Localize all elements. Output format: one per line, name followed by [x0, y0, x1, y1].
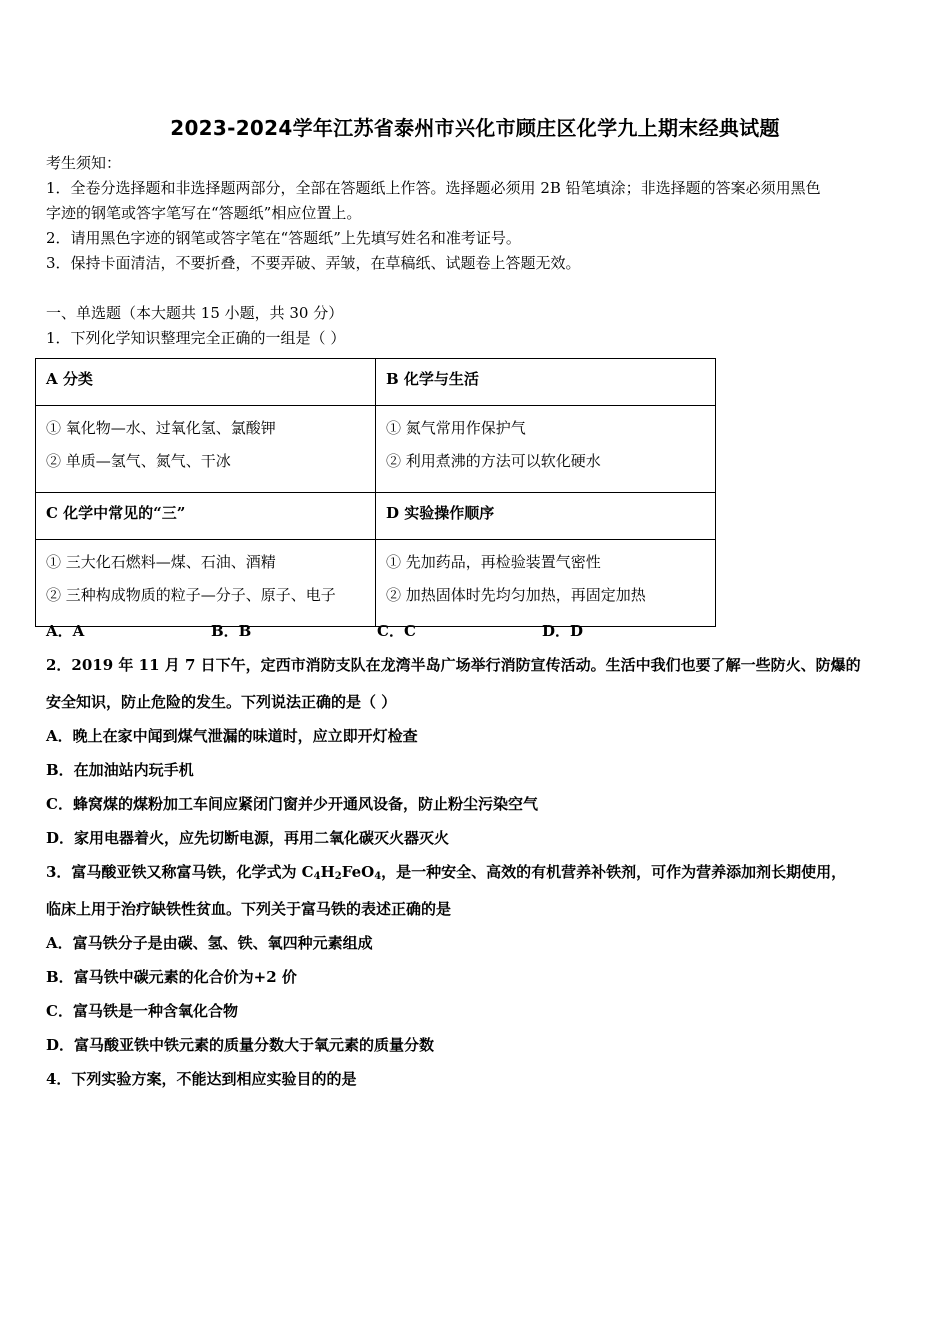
q3-option-b[interactable]: B．富马铁中碳元素的化合价为+2 价	[46, 968, 297, 986]
question-2-stem-1: 2．2019 年 11 月 7 日下午，定西市消防支队在龙湾半岛广场举行消防宣传活动。生活中我们也要了解一些防火、防爆的	[46, 656, 861, 674]
question-3-stem-1	[46, 861, 846, 882]
cell-d-line-1: ① 先加药品，再检验装置气密性	[386, 553, 601, 571]
q1-option-a[interactable]: A．A	[46, 622, 85, 640]
notice-line-2: 2．请用黑色字迹的钢笔或答字笔在“答题纸”上先填写姓名和准考证号。	[46, 229, 521, 247]
cell-d-head: D 实验操作顺序	[376, 493, 716, 540]
q2-option-d[interactable]: D．家用电器着火，应先切断电源，再用二氧化碳灭火器灭火	[46, 829, 450, 847]
notice-line-1a: 1．全卷分选择题和非选择题两部分，全部在答题纸上作答。选择题必须用 2B 铅笔填涂；非选择题的答案必须用黑色	[46, 179, 821, 197]
q2-option-a[interactable]: A．晚上在家中闻到煤气泄漏的味道时，应立即开灯检查	[46, 727, 418, 745]
q1-option-d[interactable]: D．D	[542, 622, 584, 640]
notice-heading: 考生须知：	[46, 154, 122, 172]
cell-a-body	[36, 406, 376, 493]
formula-h-sub: 2	[334, 871, 342, 882]
cell-b-line-1: ① 氮气常用作保护气	[386, 419, 526, 437]
formula-o-sub: 4	[374, 871, 382, 882]
cell-c-body	[36, 540, 376, 627]
question-3-stem-2: 临床上用于治疗缺铁性贫血。下列关于富马铁的表述正确的是	[46, 900, 452, 918]
q1-option-b[interactable]: B．B	[211, 622, 252, 640]
notice-line-1b: 字迹的钢笔或答字笔写在“答题纸”相应位置上。	[46, 204, 362, 222]
cell-c-head: C 化学中常见的“三”	[36, 493, 376, 540]
q3-option-c[interactable]: C．富马铁是一种含氧化合物	[46, 1002, 238, 1020]
cell-b-body	[376, 406, 716, 493]
notice-line-3: 3．保持卡面清洁，不要折叠，不要弄破、弄皱，在草稿纸、试题卷上答题无效。	[46, 254, 581, 272]
cell-b-line-2: ② 利用煮沸的方法可以软化硬水	[386, 452, 601, 470]
q2-option-c[interactable]: C．蜂窝煤的煤粉加工车间应紧闭门窗并少开通风设备，防止粉尘污染空气	[46, 795, 538, 813]
q2-option-b[interactable]: B．在加油站内玩手机	[46, 761, 194, 779]
formula-c: C	[301, 863, 314, 881]
cell-a-line-2: ② 单质—氢气、氮气、干冰	[46, 452, 231, 470]
cell-d-body	[376, 540, 716, 627]
formula-feo: FeO	[341, 863, 375, 881]
cell-b-head: B 化学与生活	[376, 359, 716, 406]
q3-stem-pre: 3．富马酸亚铁又称富马铁，化学式为	[46, 863, 302, 881]
knowledge-table	[35, 358, 716, 627]
section-heading: 一、单选题（本大题共 15 小题，共 30 分）	[46, 304, 344, 322]
question-1-stem: 1．下列化学知识整理完全正确的一组是（ ）	[46, 329, 346, 347]
formula-c-sub: 4	[313, 871, 321, 882]
q3-option-d[interactable]: D．富马酸亚铁中铁元素的质量分数大于氧元素的质量分数	[46, 1036, 435, 1054]
q3-option-a[interactable]: A．富马铁分子是由碳、氢、铁、氧四种元素组成	[46, 934, 373, 952]
formula-h: H	[320, 863, 335, 881]
cell-c-line-2: ② 三种构成物质的粒子—分子、原子、电子	[46, 586, 336, 604]
cell-d-line-2: ② 加热固体时先均匀加热，再固定加热	[386, 586, 646, 604]
cell-c-line-1: ① 三大化石燃料—煤、石油、酒精	[46, 553, 276, 571]
cell-a-head: A 分类	[36, 359, 376, 406]
question-4-stem: 4．下列实验方案，不能达到相应实验目的的是	[46, 1070, 357, 1088]
page-title: 2023-2024学年江苏省泰州市兴化市顾庄区化学九上期末经典试题	[170, 116, 780, 140]
question-2-stem-2: 安全知识，防止危险的发生。下列说法正确的是（ ）	[46, 693, 397, 711]
q1-option-c[interactable]: C．C	[377, 622, 416, 640]
q3-stem-post: ，是一种安全、高效的有机营养补铁剂，可作为营养添加剂长期使用，	[381, 863, 847, 881]
cell-a-line-1: ① 氧化物—水、过氧化氢、氯酸钾	[46, 419, 276, 437]
